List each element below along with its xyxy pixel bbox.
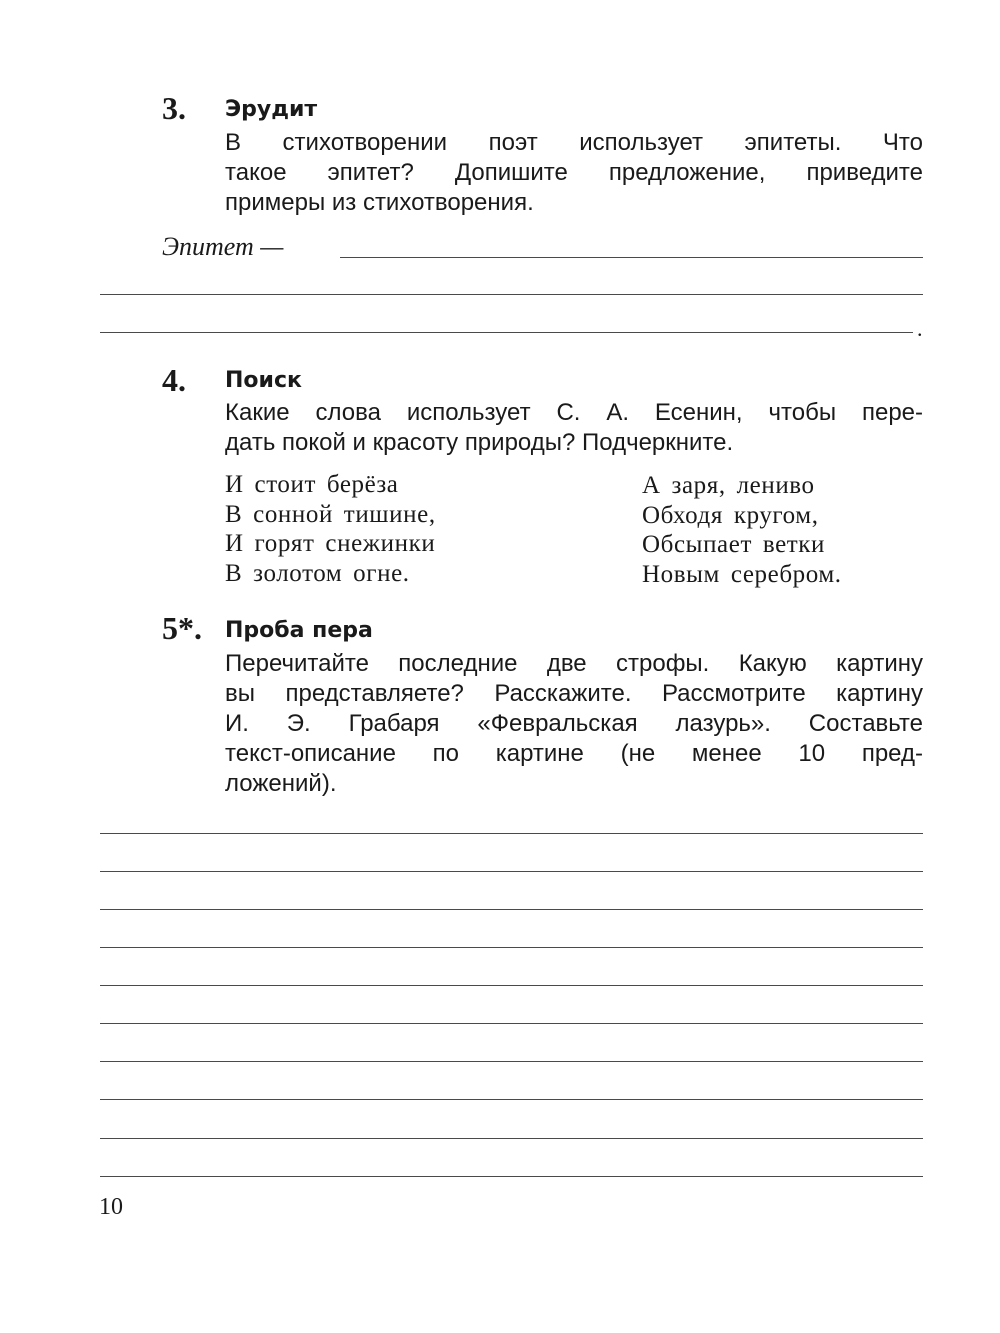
answer-line[interactable] bbox=[100, 1099, 923, 1100]
answer-line[interactable] bbox=[100, 1061, 923, 1062]
poem-stanza-right bbox=[642, 471, 842, 589]
task-4-number: 4. bbox=[162, 362, 186, 398]
poem-line[interactable]: И стоит берёза bbox=[225, 471, 399, 498]
task-5-text-line: ложений). bbox=[225, 770, 337, 797]
poem-stanza-left bbox=[225, 470, 436, 588]
task-4-text-line: дать покой и красоту природы? Подчеркните. bbox=[225, 429, 734, 456]
answer-line[interactable] bbox=[100, 294, 923, 295]
answer-line[interactable] bbox=[100, 1176, 923, 1177]
task-4-title: Поиск bbox=[225, 368, 302, 393]
task-3-text-line: В стихотворении поэт использует эпитеты. Что bbox=[225, 129, 923, 156]
answer-line[interactable] bbox=[100, 1138, 923, 1139]
answer-line[interactable] bbox=[100, 1023, 923, 1024]
answer-line[interactable] bbox=[100, 985, 923, 986]
epithet-label: Эпитет — bbox=[162, 232, 284, 261]
task-4-instructions bbox=[225, 398, 923, 458]
page-number: 10 bbox=[99, 1194, 123, 1220]
answer-line[interactable] bbox=[100, 833, 923, 834]
task-5-title: Проба пера bbox=[225, 618, 373, 643]
task-3-text-line: примеры из стихотворения. bbox=[225, 189, 534, 216]
task-5-text-line: вы представляете? Расскажите. Рассмотрите картину bbox=[225, 680, 923, 707]
task-5-text-line: Перечитайте последние две строфы. Какую картину bbox=[225, 650, 923, 677]
poem-line[interactable]: А заря, лениво bbox=[642, 472, 815, 499]
answer-line[interactable] bbox=[100, 871, 923, 872]
poem-line[interactable]: Обходя кругом, bbox=[642, 501, 819, 529]
task-3-title: Эрудит bbox=[225, 97, 318, 122]
task-4-text-line: Какие слова использует С. А. Есенин, чтобы пере- bbox=[225, 399, 923, 426]
answer-line[interactable] bbox=[100, 332, 913, 333]
task-3-text-line: такое эпитет? Допишите предложение, приведите bbox=[225, 159, 923, 186]
task-5-instructions bbox=[225, 649, 923, 799]
poem-line[interactable]: В сонной тишине, bbox=[225, 500, 436, 528]
answer-end-period: . bbox=[917, 316, 923, 341]
poem-line[interactable]: Обсыпает ветки bbox=[642, 531, 826, 558]
task-3-number: 3. bbox=[162, 90, 186, 126]
task-5-number: 5*. bbox=[162, 610, 202, 646]
task-5-text-line: текст-описание по картине (не менее 10 пред- bbox=[225, 740, 923, 767]
task-5-text-line: И. Э. Грабаря «Февральская лазурь». Составьте bbox=[225, 710, 923, 737]
answer-line[interactable] bbox=[100, 947, 923, 948]
poem-line[interactable]: И горят снежинки bbox=[225, 530, 436, 557]
answer-line[interactable] bbox=[100, 909, 923, 910]
poem-line[interactable]: Новым серебром. bbox=[642, 560, 842, 588]
poem-line[interactable]: В золотом огне. bbox=[225, 559, 410, 587]
task-3-instructions bbox=[225, 128, 923, 218]
answer-line[interactable] bbox=[340, 257, 923, 258]
